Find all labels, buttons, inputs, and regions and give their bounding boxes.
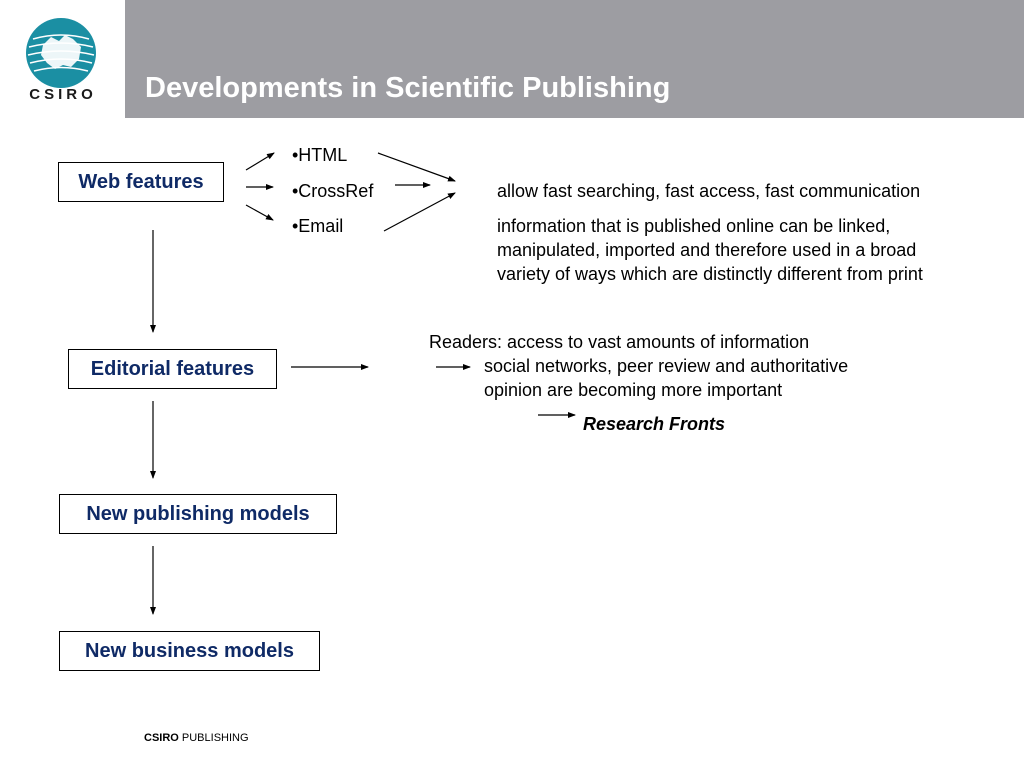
arrow-html-converge	[378, 153, 455, 181]
web-features-box: Web features	[58, 162, 224, 202]
web-item-html: •HTML	[292, 145, 348, 165]
logo-text: CSIRO	[29, 86, 97, 103]
web-item-email: •Email	[292, 216, 344, 236]
arrow-web-to-email	[246, 205, 273, 220]
arrow-web-to-html	[246, 153, 274, 170]
note-linked-line3: variety of ways which are distinctly different from print	[497, 264, 923, 284]
footer	[144, 732, 249, 744]
web-item-crossref: •CrossRef	[292, 181, 374, 201]
note-linked-line2: manipulated, imported and therefore used in a broad	[497, 240, 917, 260]
note-social-line2: opinion are becoming more important	[484, 380, 783, 400]
header-bar	[125, 0, 1024, 118]
footer-label: PUBLISHING	[181, 732, 249, 744]
page-title: Developments in Scientific Publishing	[145, 72, 671, 104]
note-fast-access: allow fast searching, fast access, fast communication	[497, 181, 921, 201]
new-business-models-box: New business models	[59, 631, 320, 671]
note-readers: Readers: access to vast amounts of information	[429, 332, 810, 352]
new-publishing-models-box: New publishing models	[59, 494, 337, 534]
arrow-email-converge	[384, 193, 455, 231]
footer-brand: CSIRO	[144, 732, 179, 744]
note-linked-line1: information that is published online can be linked,	[497, 216, 891, 236]
editorial-features-box: Editorial features	[68, 349, 277, 389]
note-research-fronts: Research Fronts	[583, 414, 726, 434]
note-social-line1: social networks, peer review and authoritative	[484, 356, 849, 376]
csiro-logo-icon	[25, 17, 97, 89]
csiro-logo	[0, 0, 125, 118]
